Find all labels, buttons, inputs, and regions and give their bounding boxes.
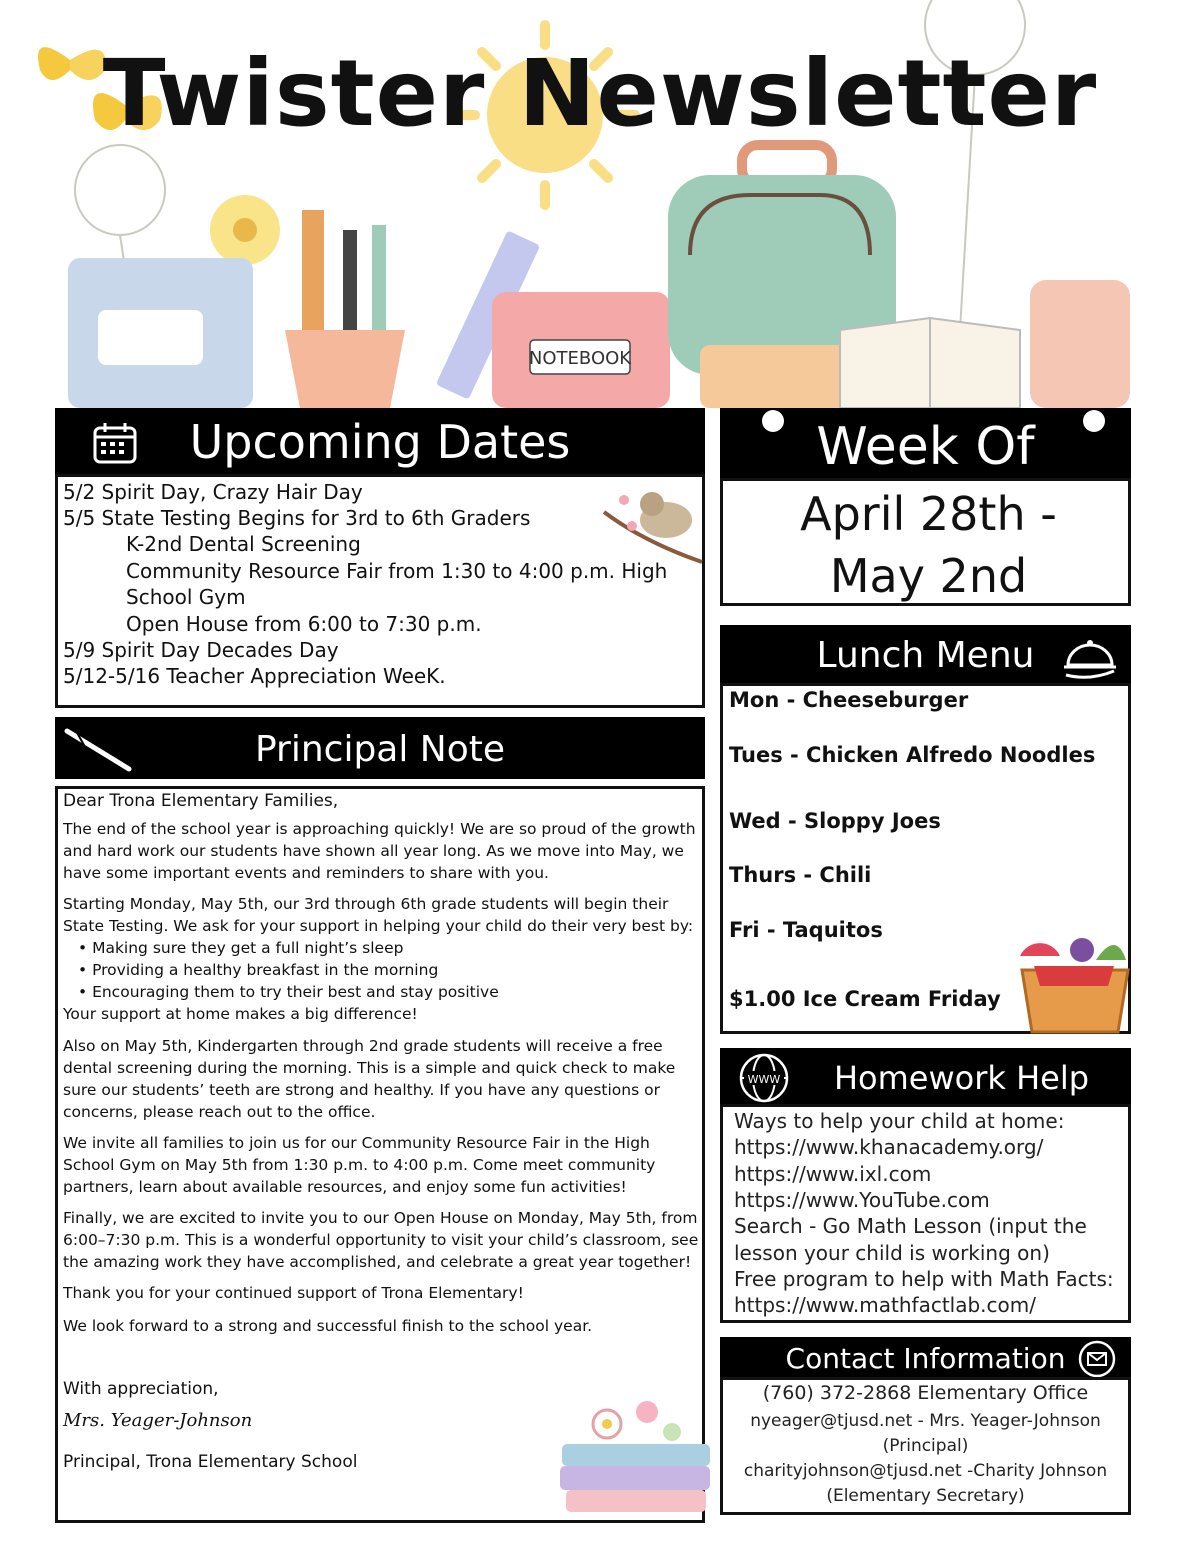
contact-phone: (760) 372-2868 Elementary Office bbox=[762, 1382, 1089, 1404]
flower-books-icon bbox=[552, 1384, 722, 1522]
date-line: 5/12-5/16 Teacher Appreciation WeeK. bbox=[63, 664, 446, 688]
homework-line: Free program to help with Math Facts: bbox=[734, 1267, 1114, 1291]
lunch-item: $1.00 Ice Cream Friday bbox=[729, 987, 1001, 1011]
date-line: 5/2 Spirit Day, Crazy Hair Day bbox=[63, 480, 363, 504]
contact-role: (Elementary Secretary) bbox=[826, 1486, 1025, 1506]
note-closing: With appreciation, bbox=[63, 1379, 219, 1399]
pen-icon bbox=[63, 725, 135, 773]
homework-link[interactable]: https://www.ixl.com bbox=[734, 1162, 932, 1186]
principal-note-title: Principal Note bbox=[254, 729, 506, 770]
flower-icon bbox=[210, 195, 280, 265]
contact-info-header bbox=[720, 1337, 1131, 1379]
homework-line: Search - Go Math Lesson (input the bbox=[734, 1214, 1087, 1238]
note-paragraph: We invite all families to join us for our Community Resource Fair in the High School Gym on May 5th from 1:30 p.m. to 4:00 p.m. Come meet community partners, learn about available resources, and enjoy some fun activities! bbox=[63, 1134, 656, 1196]
notepad-icon bbox=[68, 258, 253, 408]
homework-line: lesson your child is working on) bbox=[734, 1241, 1050, 1265]
mail-icon bbox=[1078, 1340, 1116, 1378]
open-book-icon bbox=[840, 318, 1020, 408]
principal-note-header bbox=[55, 717, 705, 779]
date-line: 5/5 State Testing Begins for 3rd to 6th Graders bbox=[63, 506, 531, 530]
lunch-item: Tues - Chicken Alfredo Noodles bbox=[729, 743, 1096, 767]
date-line: School Gym bbox=[126, 585, 246, 609]
colored-pencils-icon bbox=[1030, 280, 1130, 408]
contact-info-title: Contact Information bbox=[785, 1342, 1066, 1375]
upcoming-dates-header bbox=[55, 408, 705, 476]
lunch-item: Fri - Taquitos bbox=[729, 918, 883, 942]
date-line: K-2nd Dental Screening bbox=[126, 532, 361, 556]
contact-email[interactable]: charityjohnson@tjusd.net -Charity Johnson bbox=[743, 1461, 1108, 1481]
notebook-icon bbox=[492, 292, 670, 408]
ring-hole bbox=[762, 410, 784, 432]
note-greeting: Dear Trona Elementary Families, bbox=[63, 791, 339, 811]
note-paragraph: Also on May 5th, Kindergarten through 2nd grade students will receive a free dental screening during the morning. This is a simple and quick check to make sure our students’ teeth are strong and healthy. If you have any questions or concerns, please reach out to the office. bbox=[63, 1037, 676, 1121]
lunch-menu-header bbox=[720, 625, 1131, 685]
lunch-item: Mon - Cheeseburger bbox=[729, 688, 969, 712]
note-paragraph: Thank you for your continued support of Trona Elementary! bbox=[63, 1284, 524, 1302]
svg-text:WWW: WWW bbox=[747, 1073, 781, 1086]
calendar-icon bbox=[93, 422, 137, 464]
note-bullet: • Providing a healthy breakfast in the morning bbox=[78, 961, 439, 979]
page-title: Twister Newsletter bbox=[102, 40, 1098, 147]
lunch-item: Thurs - Chili bbox=[729, 863, 872, 887]
signature: Mrs. Yeager-Johnson bbox=[63, 1410, 253, 1431]
lunch-item: Wed - Sloppy Joes bbox=[729, 809, 941, 833]
week-end-date: May 2nd bbox=[829, 549, 1028, 603]
homework-link[interactable]: https://www.mathfactlab.com/ bbox=[734, 1293, 1036, 1317]
bird-icon bbox=[602, 482, 704, 568]
upcoming-dates-title: Upcoming Dates bbox=[189, 415, 571, 469]
note-paragraph: Your support at home makes a big difference! bbox=[63, 1005, 418, 1023]
picnic-basket-icon bbox=[1016, 930, 1134, 1036]
lunch-menu-title: Lunch Menu bbox=[816, 635, 1035, 676]
week-of-panel bbox=[720, 478, 1131, 606]
homework-link[interactable]: https://www.khanacademy.org/ bbox=[734, 1135, 1044, 1159]
date-line: 5/9 Spirit Day Decades Day bbox=[63, 638, 339, 662]
svg-text:NOTEBOOK: NOTEBOOK bbox=[528, 348, 632, 369]
globe-icon bbox=[738, 1052, 790, 1104]
note-paragraph: Finally, we are excited to invite you to our Open House on Monday, May 5th, from 6:00–7:30 p.m. This is a wonderful opportunity to visit your child’s classroom, see the amazing work they have accomplished, and celebrate a great year together! bbox=[63, 1209, 699, 1271]
note-paragraph: We look forward to a strong and successful finish to the school year. bbox=[63, 1317, 593, 1335]
serving-tray-icon bbox=[1060, 631, 1120, 681]
date-line: Open House from 6:00 to 7:30 p.m. bbox=[126, 612, 482, 636]
homework-help-header bbox=[720, 1048, 1131, 1106]
week-start-date: April 28th - bbox=[800, 487, 1057, 541]
note-paragraph: The end of the school year is approaching quickly! We are so proud of the growth and hard work our students have shown all year long. As we move into May, we have some important events and reminders to share with you. bbox=[63, 820, 696, 882]
note-bullet: • Making sure they get a full night’s sleep bbox=[78, 939, 404, 957]
homework-line: Ways to help your child at home: bbox=[734, 1109, 1065, 1133]
date-line: Community Resource Fair from 1:30 to 4:00 p.m. High bbox=[126, 559, 668, 583]
contact-role: (Principal) bbox=[882, 1436, 969, 1456]
note-sign-title: Principal, Trona Elementary School bbox=[63, 1452, 358, 1472]
week-of-title: Week Of bbox=[816, 417, 1035, 477]
homework-help-title: Homework Help bbox=[833, 1059, 1090, 1097]
ring-hole bbox=[1083, 410, 1105, 432]
homework-link[interactable]: https://www.YouTube.com bbox=[734, 1188, 990, 1212]
note-bullet: • Encouraging them to try their best and stay positive bbox=[78, 983, 499, 1001]
note-paragraph: Starting Monday, May 5th, our 3rd through 6th grade students will begin their State Testing. We ask for your support in helping your child do their very best by: bbox=[63, 895, 694, 935]
contact-email[interactable]: nyeager@tjusd.net - Mrs. Yeager-Johnson bbox=[750, 1411, 1101, 1431]
pencil-cup-icon bbox=[285, 210, 405, 408]
